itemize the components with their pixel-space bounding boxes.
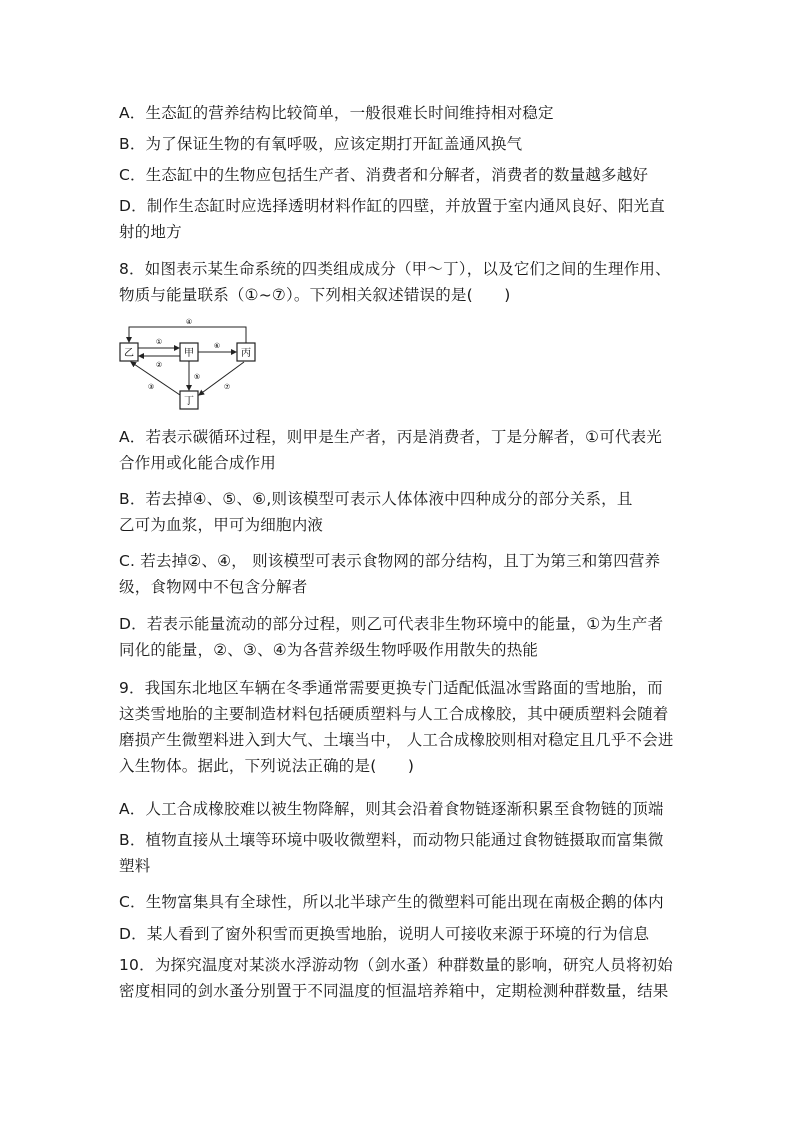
q7-option-a: A．生态缸的营养结构比较简单，一般很难长时间维持相对稳定 — [119, 104, 554, 122]
q9-stem-line4: 入生物体。据此，下列说法正确的是( ) — [119, 757, 415, 775]
q7-option-c: C．生态缸中的生物应包括生产者、消费者和分解者，消费者的数量越多越好 — [119, 166, 649, 184]
q7-option-d-line1: D．制作生态缸时应选择透明材料作缸的四壁，并放置于室内通风良好、阳光直 — [119, 197, 665, 215]
svg-text:⑦: ⑦ — [223, 383, 231, 391]
q9-stem-line3: 磨损产生微塑料进入到大气、土壤当中， 人工合成橡胶则相对稳定且几乎不会进 — [119, 731, 674, 749]
q9-option-a: A．人工合成橡胶难以被生物降解，则其会沿着食物链逐渐积累至食物链的顶端 — [119, 800, 664, 818]
q10-stem-line1: 10．为探究温度对某淡水浮游动物（剑水蚤）种群数量的影响，研究人员将初始 — [119, 956, 673, 974]
svg-text:③: ③ — [147, 383, 155, 391]
edge-4 — [129, 318, 246, 343]
q7-option-b: B．为了保证生物的有氧呼吸，应该定期打开缸盖通风换气 — [119, 135, 523, 153]
node-jia — [180, 343, 198, 361]
q8-option-c-line1: C. 若去掉②、④， 则该模型可表示食物网的部分结构，且丁为第三和第四营养 — [119, 552, 661, 570]
q9-stem-line1: 9．我国东北地区车辆在冬季通常需要更换专门适配低温冰雪路面的雪地胎，而 — [119, 679, 663, 697]
edge-2 — [139, 356, 180, 369]
edge-1 — [138, 338, 179, 348]
svg-text:⑥: ⑥ — [213, 342, 221, 350]
q9-option-d: D．某人看到了窗外积雪而更换雪地胎，说明人可接收来源于环境的行为信息 — [119, 925, 650, 943]
q9-option-b-line1: B．植物直接从土壤等环境中吸收微塑料，而动物只能通过食物链摄取而富集微 — [119, 831, 664, 849]
q8-stem-line2: 物质与能量联系（①~⑦）。下列相关叙述错误的是( ) — [119, 286, 511, 304]
q8-option-c-line2: 级，食物网中不包含分解者 — [119, 578, 308, 596]
q8-option-d-line1: D．若表示能量流动的部分过程，则乙可代表非生物环境中的能量，①为生产者 — [119, 615, 664, 633]
svg-text:丙: 丙 — [241, 348, 251, 359]
svg-text:④: ④ — [185, 318, 193, 326]
q8-stem-line1: 8．如图表示某生命系统的四类组成成分（甲～丁），以及它们之间的生理作用、 — [119, 260, 671, 278]
q7-option-d-line2: 射的地方 — [119, 223, 182, 241]
q8-option-b-line1: B．若去掉④、⑤、⑥,则该模型可表示人体体液中四种成分的部分关系，且 — [119, 490, 633, 508]
svg-text:丁: 丁 — [184, 396, 194, 407]
q8-option-a-line1: A．若表示碳循环过程，则甲是生产者，丙是消费者，丁是分解者，①可代表光 — [119, 428, 663, 446]
svg-text:甲: 甲 — [184, 348, 194, 359]
edge-6 — [198, 342, 236, 352]
q9-option-c: C．生物富集具有全球性，所以北半球产生的微塑料可能出现在南极企鹅的体内 — [119, 893, 664, 911]
ecosystem-diagram — [115, 313, 265, 413]
node-bing — [237, 343, 255, 361]
edge-7 — [199, 362, 244, 395]
edge-5 — [189, 361, 200, 390]
q9-stem-line2: 这类雪地胎的主要制造材料包括硬质塑料与人工合成橡胶，其中硬质塑料会随着 — [119, 705, 669, 723]
node-yi — [120, 343, 138, 361]
q8-option-d-line2: 同化的能量，②、③、④为各营养级生物呼吸作用散失的热能 — [119, 641, 539, 659]
svg-text:⑤: ⑤ — [193, 373, 201, 381]
q9-option-b-line2: 塑料 — [119, 857, 151, 875]
q8-option-b-line2: 乙可为血浆，甲可为细胞内液 — [119, 516, 324, 534]
svg-text:乙: 乙 — [124, 348, 134, 359]
q8-option-a-line2: 合作用或化能合成作用 — [119, 454, 277, 472]
svg-text:①: ① — [155, 338, 163, 346]
node-ding — [180, 391, 198, 409]
svg-text:②: ② — [155, 361, 163, 369]
q10-stem-line2: 密度相同的剑水蚤分别置于不同温度的恒温培养箱中，定期检测种群数量，结果 — [119, 982, 669, 1000]
